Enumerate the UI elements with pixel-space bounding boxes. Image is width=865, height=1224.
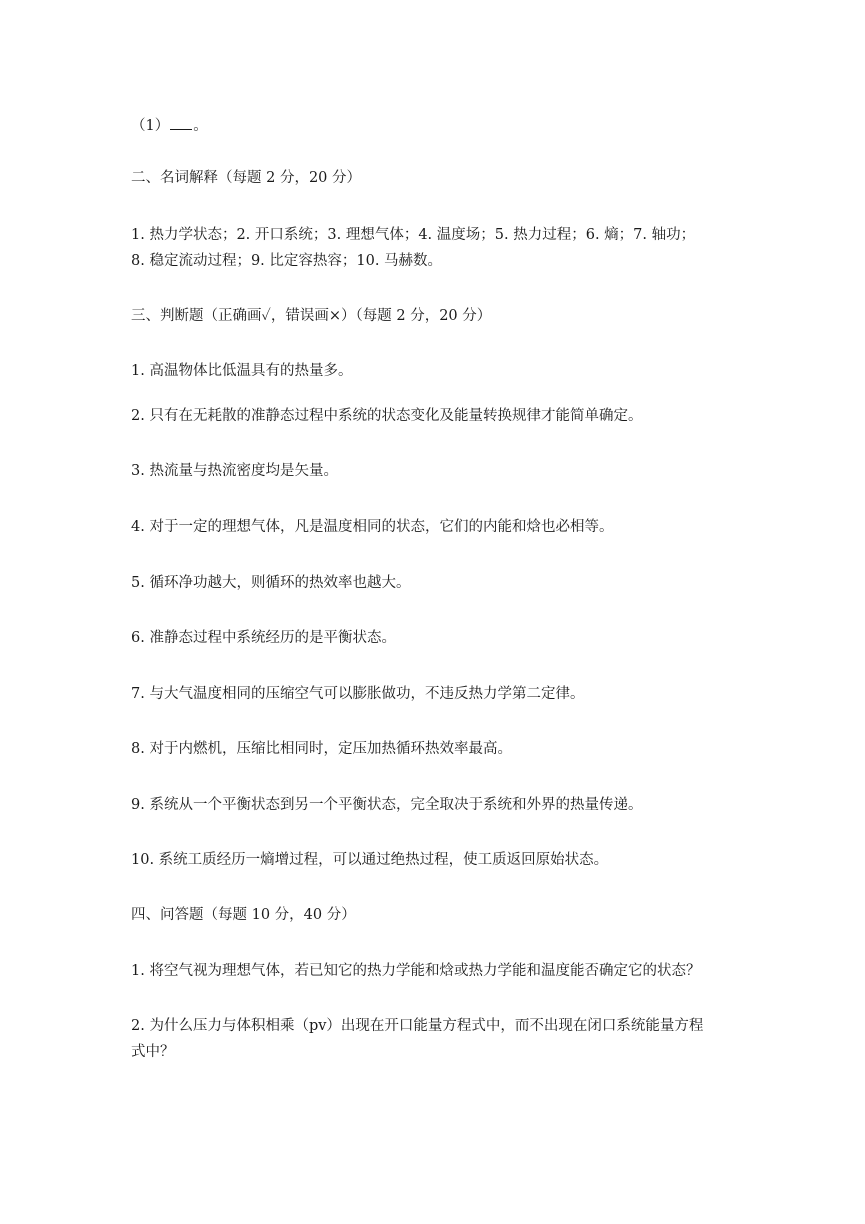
section-heading-true-false: 三、判断题（正确画✓，错误画×）（每题 2 分，20 分）: [131, 308, 492, 324]
true-false-item-1: 1. 高温物体比低温具有的热量多。: [131, 363, 353, 379]
answer-blank: [170, 115, 192, 130]
section-heading-questions: 四、问答题（每题 10 分，40 分）: [131, 907, 356, 923]
question-1: 1. 将空气视为理想气体，若已知它的热力学能和焓或热力学能和温度能否确定它的状态？: [131, 963, 701, 979]
true-false-item-5: 5. 循环净功越大，则循环的热效率也越大。: [131, 575, 411, 591]
fill-blank-prefix: （1）: [131, 118, 170, 134]
terms-line-2: 8. 稳定流动过程；9. 比定容热容；10. 马赫数。: [131, 253, 443, 269]
true-false-item-7: 7. 与大气温度相同的压缩空气可以膨胀做功，不违反热力学第二定律。: [131, 686, 585, 702]
true-false-item-6: 6. 准静态过程中系统经历的是平衡状态。: [131, 630, 396, 646]
section-heading-terms: 二、名词解释（每题 2 分，20 分）: [131, 170, 362, 186]
true-false-item-8: 8. 对于内燃机，压缩比相同时，定压加热循环热效率最高。: [131, 741, 512, 757]
question-2-line-1: 2. 为什么压力与体积相乘（pv）出现在开口能量方程式中，而不出现在闭口系统能量方程: [131, 1018, 704, 1034]
true-false-item-10: 10. 系统工质经历一熵增过程，可以通过绝热过程，使工质返回原始状态。: [131, 852, 609, 868]
true-false-item-2: 2. 只有在无耗散的准静态过程中系统的状态变化及能量转换规律才能简单确定。: [131, 408, 643, 424]
terms-line-1: 1. 热力学状态；2. 开口系统；3. 理想气体；4. 温度场；5. 热力过程；6. 熵；7. 轴功；: [131, 227, 696, 243]
true-false-item-9: 9. 系统从一个平衡状态到另一个平衡状态，完全取决于系统和外界的热量传递。: [131, 797, 643, 813]
question-2-line-2: 式中？: [131, 1044, 175, 1060]
fill-blank-suffix: 。: [193, 118, 208, 134]
true-false-item-4: 4. 对于一定的理想气体，凡是温度相同的状态，它们的内能和焓也必相等。: [131, 519, 614, 535]
fill-blank-item: [131, 115, 208, 136]
true-false-item-3: 3. 热流量与热流密度均是矢量。: [131, 463, 338, 479]
